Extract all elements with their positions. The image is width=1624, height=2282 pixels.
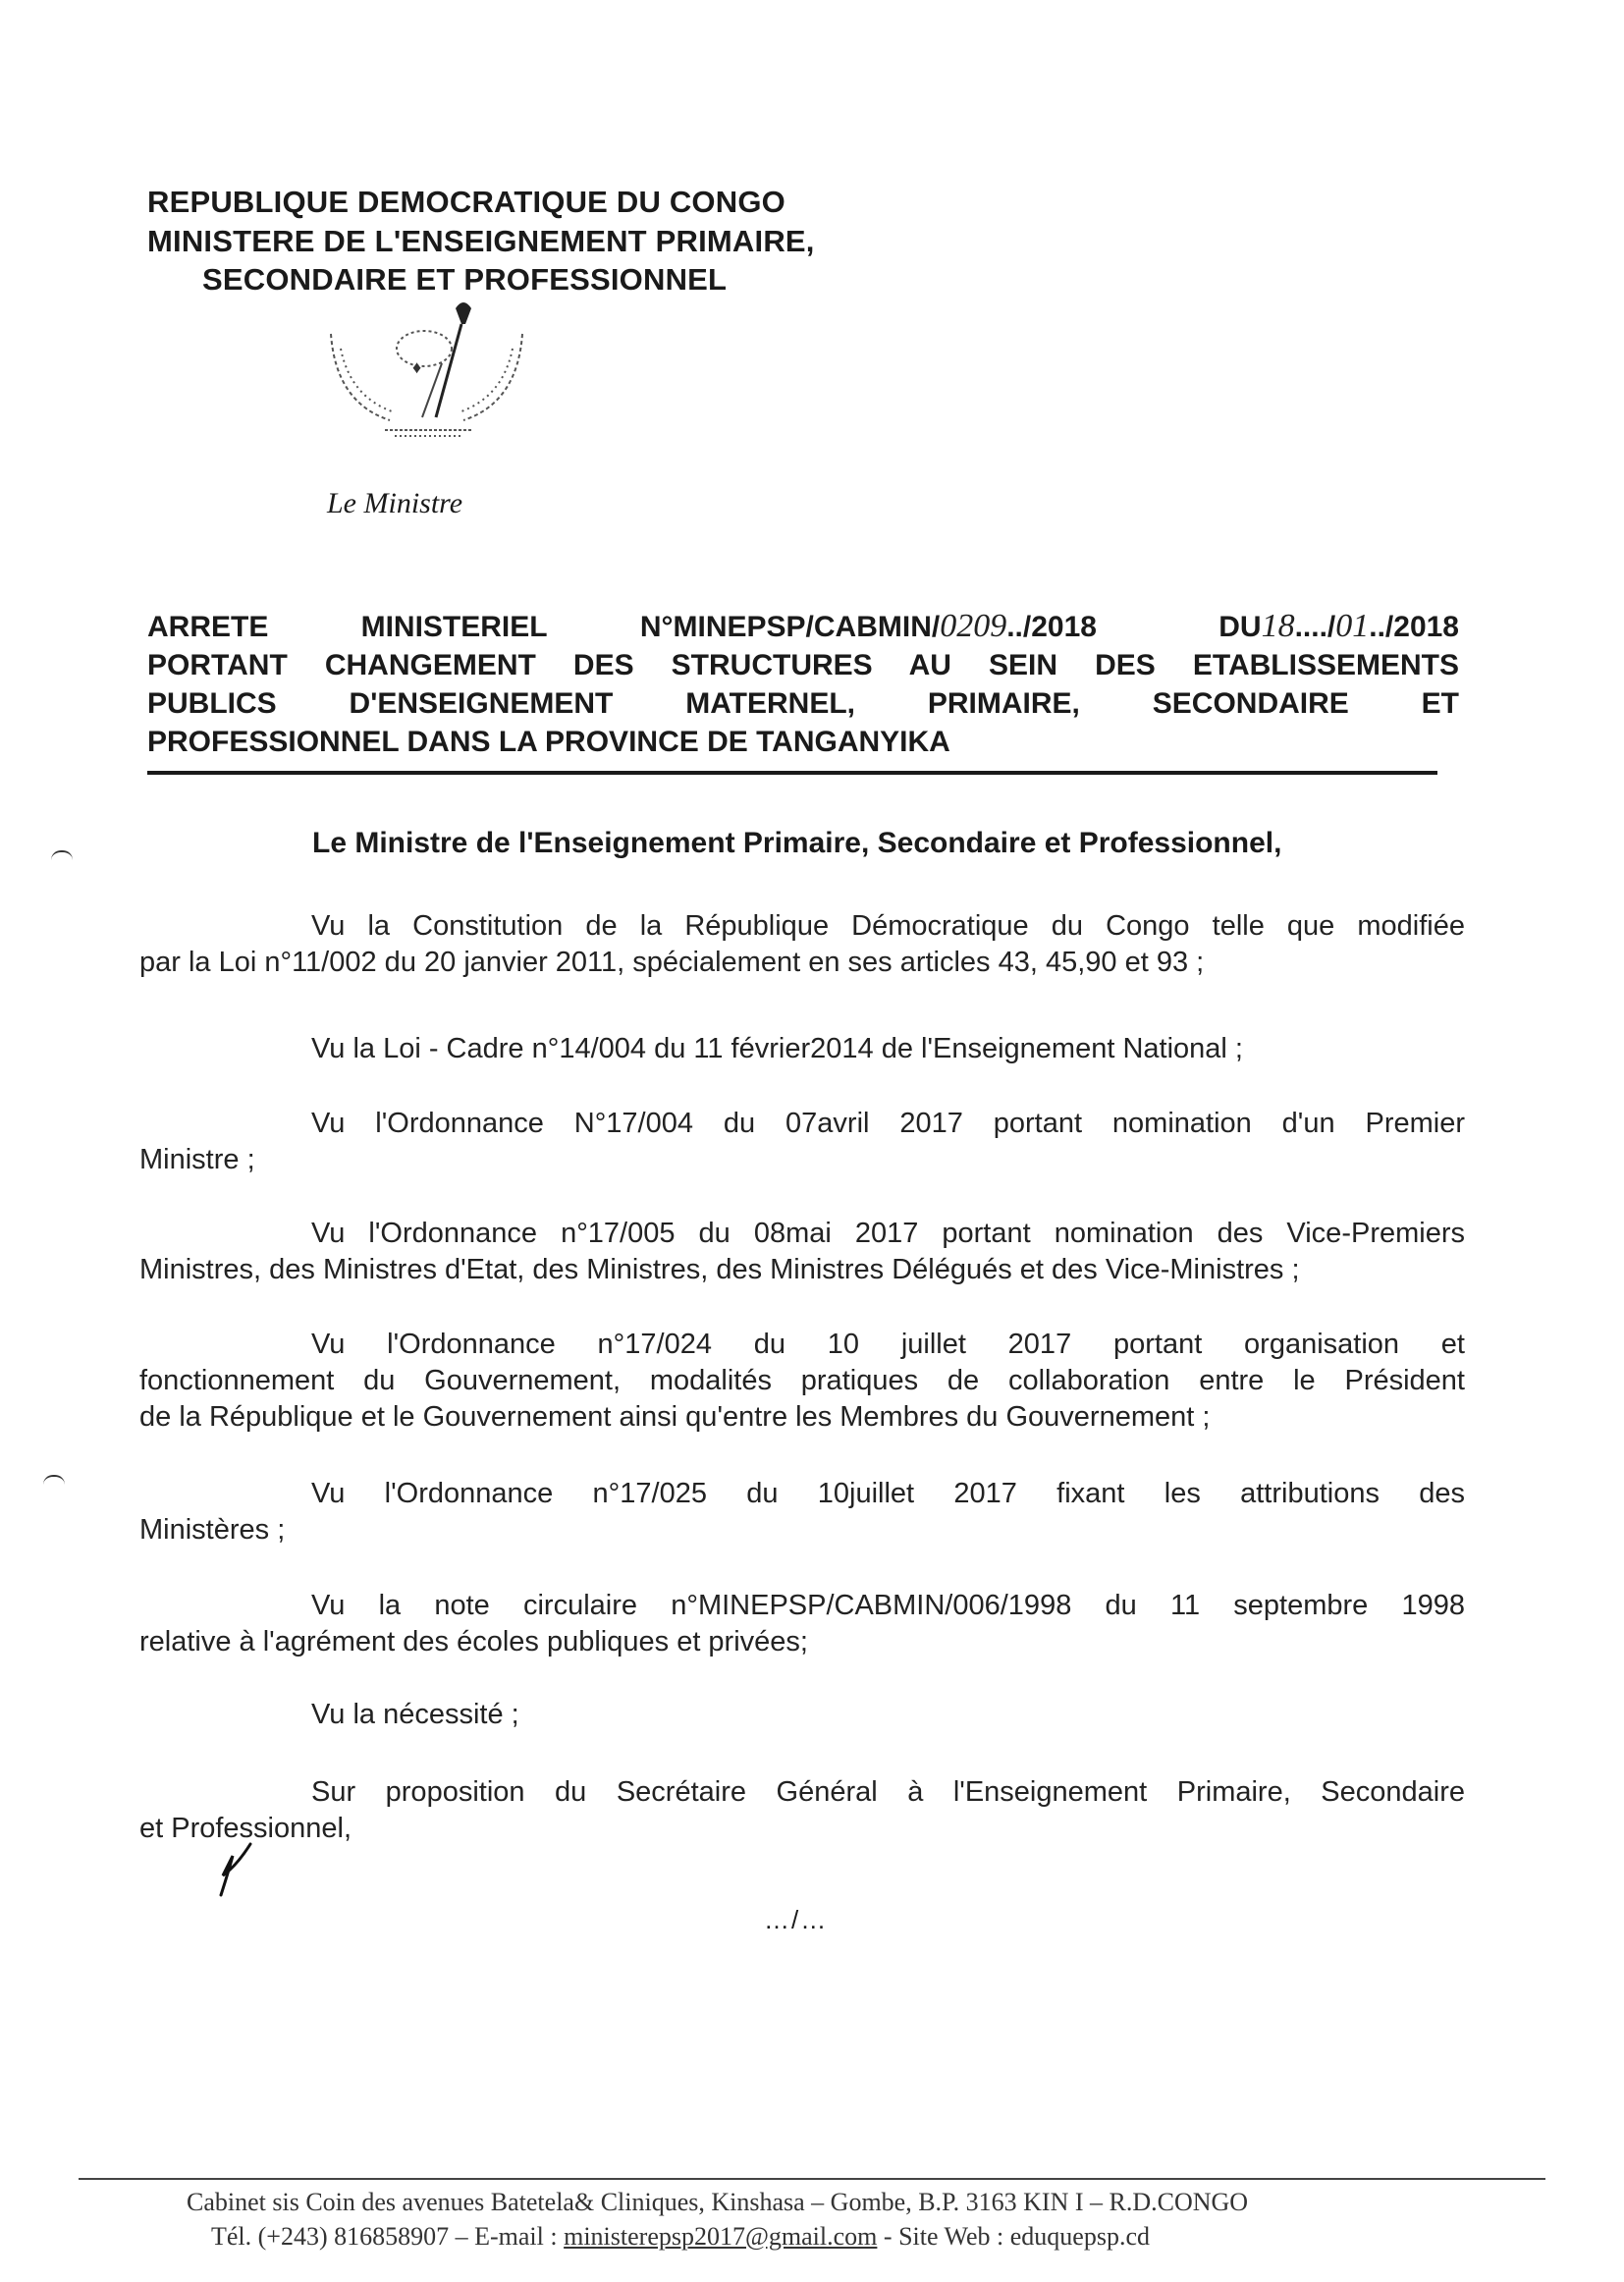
paraphe-signature-icon [211,1836,260,1905]
decree-ref-prefix: N°MINEPSP/CABMIN/ [639,611,941,643]
decree-word-ministeriel: MINISTERIEL [360,611,548,643]
header-country: REPUBLIQUE DEMOCRATIQUE DU CONGO [147,185,785,219]
decree-word-arrete: ARRETE [147,611,269,643]
handwritten-date-day: 18 [1261,608,1295,644]
coat-of-arms-icon [316,295,542,442]
paragraph-ordonnance-gouvernement: Vu l'Ordonnance n°17/024 du 10 juillet 2017 portant organisation et fonctionnement du Gouvernement, modalités pratiques de collaboration entre le Président de la République et le Gouvernement ainsi qu'entre les Membres du Gouvernement ; [139,1329,1465,1433]
svg-text:♦: ♦ [412,357,422,377]
handwritten-date-month: 01 [1335,608,1370,644]
decree-ref-suffix: ../2018 [1006,611,1097,643]
paragraph-loi-cadre: Vu la Loi - Cadre n°14/004 du 11 février2014 de l'Enseignement National ; [311,1033,1243,1064]
decree-date-suffix: ../2018 [1369,611,1459,643]
margin-mark [43,1475,65,1485]
paragraph-necessite: Vu la nécessité ; [311,1699,519,1730]
footer-contact [211,2222,1150,2252]
footer-address: Cabinet sis Coin des avenues Batetela& Cliniques, Kinshasa – Gombe, B.P. 3163 KIN I – R.D.CONGO [187,2188,1249,2216]
title-underline [147,771,1437,775]
paragraph-constitution: Vu la Constitution de la République Démocratique du Congo telle que modifiée par la Loi n°11/002 du 20 janvier 2011, spécialement en ses articles 43, 45,90 et 93 ; [139,910,1465,978]
header-ministry-cont: SECONDAIRE ET PROFESSIONNEL [202,262,728,297]
decree-date-sep: ..../ [1294,611,1336,643]
footer-email-link[interactable]: ministerepsp2017@gmail.com [564,2222,878,2251]
paragraph-ordonnance-ministres: Vu l'Ordonnance n°17/005 du 08mai 2017 portant nomination des Vice-Premiers Ministres, des Ministres d'Etat, des Ministres, des Ministres Délégués et des Vice-Ministres ; [139,1218,1465,1285]
continued-mark: …/… [764,1905,829,1934]
decree-date-prefix: DU [1218,611,1262,643]
footer-phone: Tél. (+243) 816858907 – E-mail : [211,2222,565,2251]
decree-title-line2: PORTANT CHANGEMENT DES STRUCTURES AU SEIN DES ETABLISSEMENTS [147,649,1459,681]
preamble-title: Le Ministre de l'Enseignement Primaire, Secondaire et Professionnel, [312,827,1282,859]
handwritten-decree-number: 0209 [940,608,1007,644]
footer-separator: - Site Web : [877,2222,1010,2251]
footer-website: eduquepsp.cd [1009,2222,1151,2251]
paragraph-proposition: Sur proposition du Secrétaire Général à l'Enseignement Primaire, Secondaire et Professionnel, [139,1776,1465,1844]
decree-title-line3: PUBLICS D'ENSEIGNEMENT MATERNEL, PRIMAIRE, SECONDAIRE ET [147,687,1459,720]
decree-reference-line [147,607,1459,646]
decree-title-line4: PROFESSIONNEL DANS LA PROVINCE DE TANGANYIKA [147,726,950,758]
minister-label: Le Ministre [327,487,463,519]
paragraph-ordonnance-attributions: Vu l'Ordonnance n°17/025 du 10juillet 2017 fixant les attributions des Ministères ; [139,1478,1465,1546]
margin-mark [51,850,73,860]
paragraph-ordonnance-premier-ministre: Vu l'Ordonnance N°17/004 du 07avril 2017 portant nomination d'un Premier Ministre ; [139,1108,1465,1175]
footer-divider [79,2178,1545,2180]
paragraph-note-circulaire: Vu la note circulaire n°MINEPSP/CABMIN/006/1998 du 11 septembre 1998 relative à l'agrément des écoles publiques et privées; [139,1590,1465,1657]
decree-title [147,607,1459,761]
header-ministry: MINISTERE DE L'ENSEIGNEMENT PRIMAIRE, [147,224,815,258]
